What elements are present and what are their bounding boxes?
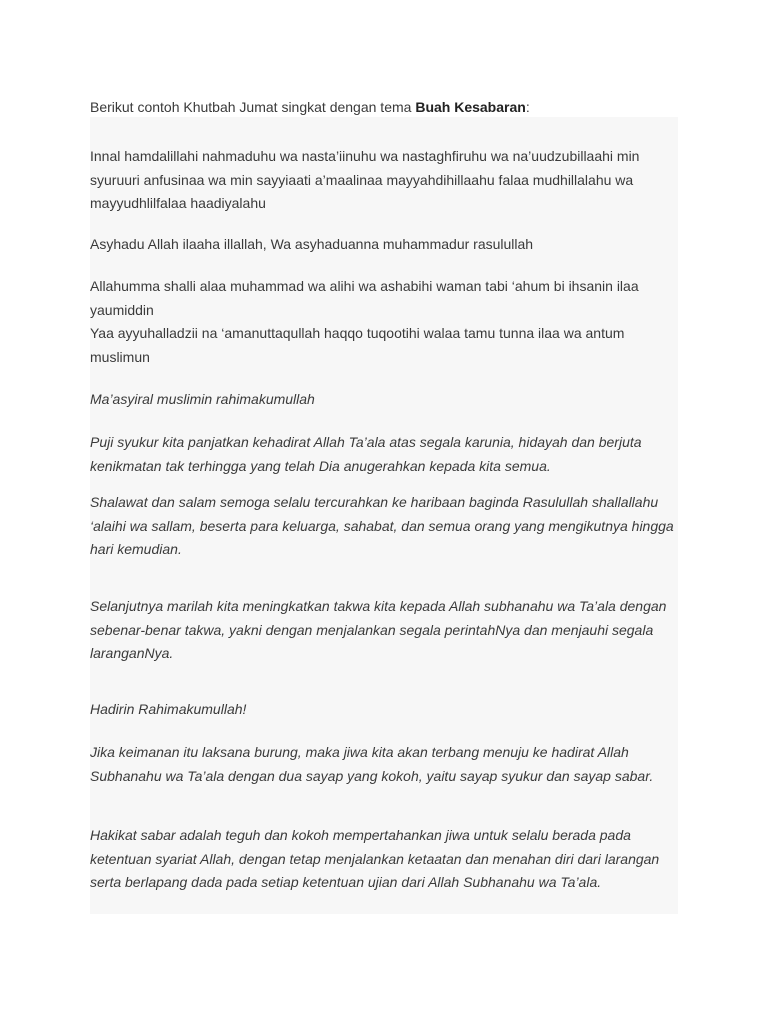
intro-prefix: Berikut contoh Khutbah Jumat singkat dengan tema [90, 99, 416, 115]
shalawat-paragraph: Shalawat dan salam semoga selalu tercurahkan ke haribaan baginda Rasulullah shallallahu ‘alaihi wa sallam, beserta para keluarga, sahabat, dan semua orang yang mengikutnya hingga hari kemudian. [90, 494, 674, 557]
intro-line [90, 97, 690, 117]
taqwa-call-paragraph: Selanjutnya marilah kita meningkatkan takwa kita kepada Allah subhanahu wa Ta’ala dengan sebenar-benar takwa, yakni dengan menjalankan segala perintahNya dan menjauhi segala laranganNya. [90, 598, 667, 661]
salawat-paragraph: Allahumma shalli alaa muhammad wa alihi wa ashabihi waman tabi ‘ahum bi ihsanin ilaa yaumiddin [90, 278, 639, 318]
shahada-paragraph: Asyhadu Allah ilaaha illallah, Wa asyhaduanna muhammadur rasulullah [90, 236, 534, 252]
address-paragraph: Ma’asyiral muslimin rahimakumullah [90, 391, 315, 407]
patience-essence-paragraph: Hakikat sabar adalah teguh dan kokoh mempertahankan jiwa untuk selalu berada pada ketentuan syariat Allah, dengan tetap menjalankan ketaatan dan menahan diri dari larangan serta berlapang dada pada setiap ketentuan ujian dari Allah Subhanahu wa Ta’ala. [90, 827, 660, 890]
opening-praise-paragraph: Innal hamdalillahi nahmaduhu wa nasta’iinuhu wa nastaghfiruhu wa na’uudzubillaahi min syuruuri anfusinaa wa min sayyiaati a’maalinaa mayyahdihillaahu falaa mudhillalahu wa mayyudhlilfalaa haadiyalahu [90, 148, 640, 211]
faith-bird-paragraph: Jika keimanan itu laksana burung, maka jiwa kita akan terbang menuju ke hadirat Allah Subhanahu wa Ta’ala dengan dua sayap yang kokoh, yaitu sayap syukur dan sayap sabar. [90, 744, 654, 784]
intro-theme: Buah Kesabaran [415, 99, 526, 115]
taqwa-verse-paragraph: Yaa ayyuhalladzii na ‘amanuttaqullah haqqo tuqootihi walaa tamu tunna ilaa wa antum muslimun [90, 325, 625, 365]
intro-suffix: : [525, 99, 530, 115]
hadirin-paragraph: Hadirin Rahimakumullah! [90, 701, 247, 717]
gratitude-paragraph: Puji syukur kita panjatkan kehadirat Allah Ta’ala atas segala karunia, hidayah dan berjuta kenikmatan tak terhingga yang telah Dia anugerahkan kepada kita semua. [90, 434, 642, 474]
